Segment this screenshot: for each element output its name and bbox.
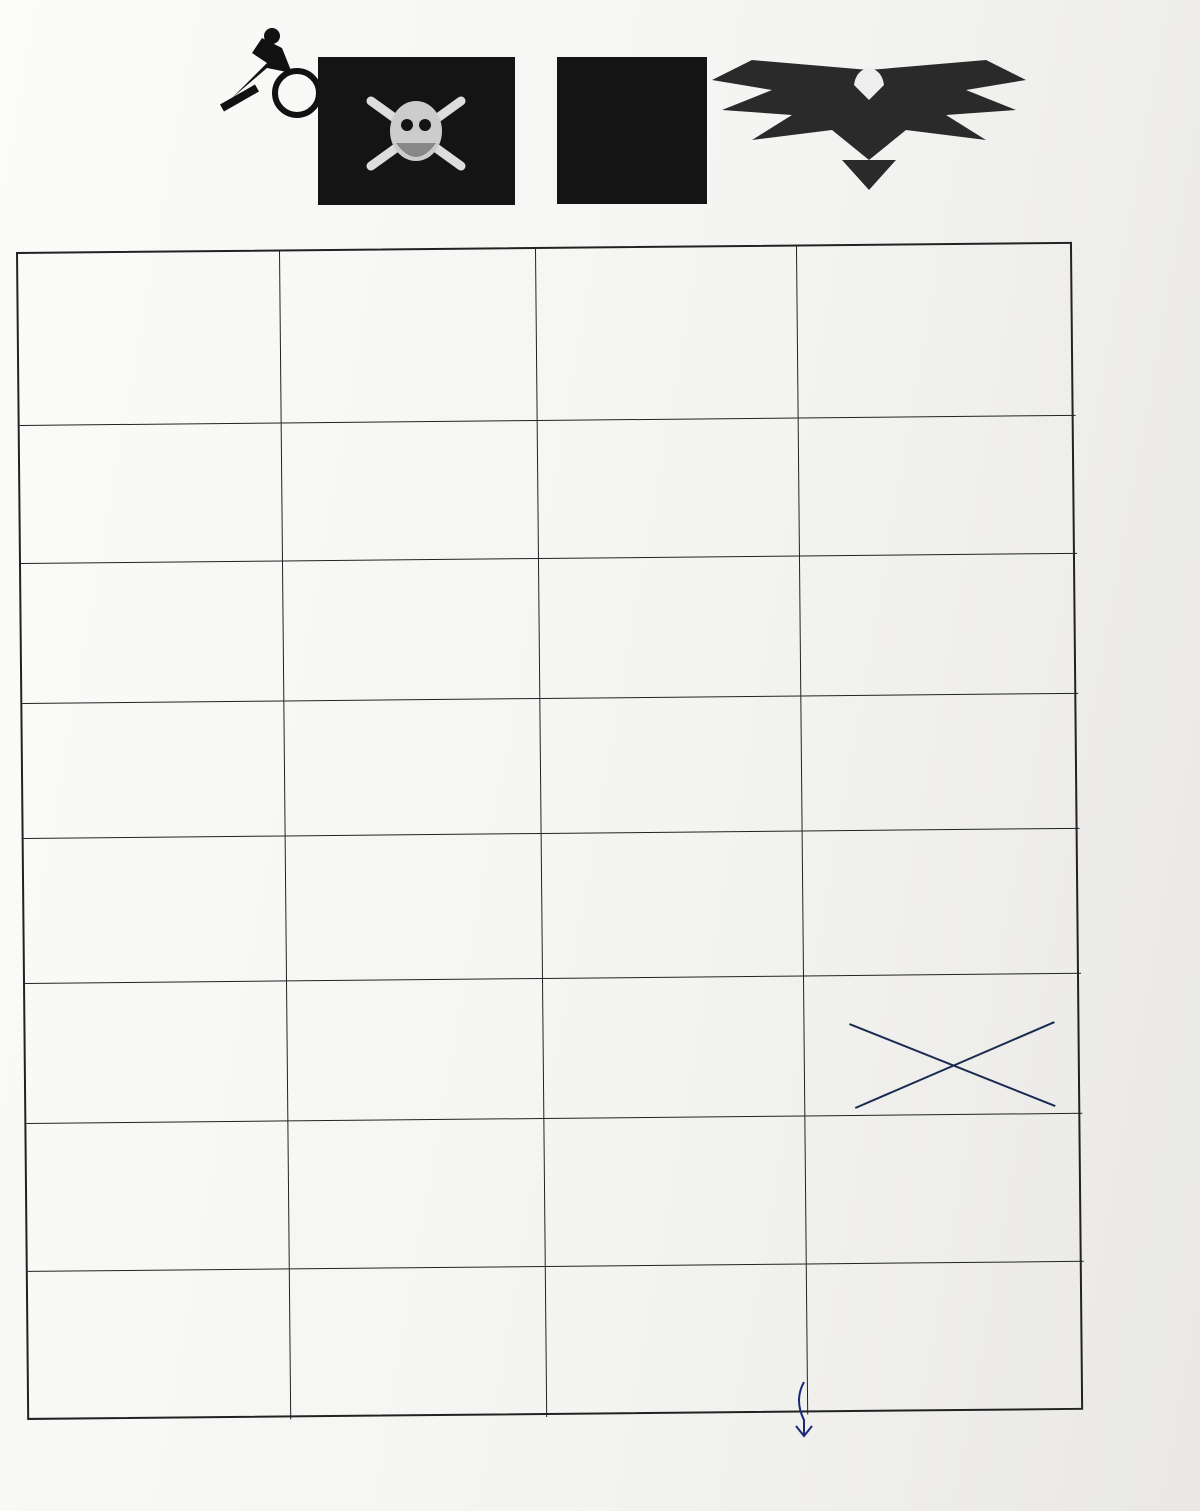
heat-title xyxy=(811,426,1028,428)
heat-cell xyxy=(25,981,288,1124)
heat-grid xyxy=(16,242,1083,1420)
heat-title xyxy=(552,707,753,709)
heat-cell xyxy=(26,1121,289,1272)
heat-cell xyxy=(543,976,805,1118)
heat-title xyxy=(295,569,491,571)
heat-cell xyxy=(22,701,285,839)
heat-title xyxy=(554,842,755,844)
heat-title xyxy=(32,434,234,436)
heat-title xyxy=(298,844,494,846)
heat-cell xyxy=(28,1269,291,1422)
heat-title xyxy=(294,431,490,433)
heat-cell xyxy=(539,556,801,698)
heat-title xyxy=(292,259,488,261)
handwritten-word xyxy=(52,596,110,611)
heat-cell xyxy=(538,418,800,558)
heat-cell xyxy=(799,416,1077,557)
heat-cell xyxy=(800,554,1078,697)
russ-brown-logo xyxy=(712,40,1026,190)
heat-title xyxy=(302,1277,498,1279)
heat-cell xyxy=(546,1264,808,1416)
heat-title xyxy=(809,254,1026,256)
heat-cell xyxy=(542,831,804,978)
heat-title xyxy=(299,989,495,991)
heat-title xyxy=(30,262,232,264)
heat-cell xyxy=(18,251,282,426)
heat-cell xyxy=(805,1114,1083,1265)
heat-title xyxy=(296,709,492,711)
heat-cell xyxy=(801,694,1079,832)
heat-title xyxy=(813,704,1030,706)
heat-cell xyxy=(804,974,1082,1117)
heat-cell xyxy=(797,244,1076,419)
track-prep-note xyxy=(52,596,110,611)
heat-title xyxy=(40,1280,242,1282)
heat-title xyxy=(812,564,1029,566)
heat-cell xyxy=(282,421,539,561)
heat-title xyxy=(34,712,236,714)
heat-cell xyxy=(24,836,287,984)
heat-title xyxy=(38,1132,240,1134)
heat-title xyxy=(550,429,751,431)
heat-title xyxy=(817,1124,1034,1126)
heat-title xyxy=(37,992,239,994)
heat-cell xyxy=(280,249,538,423)
heat-title xyxy=(551,567,752,569)
skull-crossbones-icon xyxy=(366,91,466,176)
heat-cell xyxy=(290,1267,547,1419)
heat-cell xyxy=(540,696,802,833)
heat-cell xyxy=(288,1119,545,1269)
heat-cell xyxy=(286,834,543,981)
heat-cell xyxy=(21,561,284,704)
motorcycle-rider-icon xyxy=(212,28,322,123)
heat-cell xyxy=(20,423,283,564)
handwritten-word xyxy=(52,596,110,611)
heat-cell xyxy=(544,1116,806,1266)
heat-cell xyxy=(283,559,540,701)
crossbones-beards-logo xyxy=(318,57,515,205)
heat-cell xyxy=(287,979,544,1121)
heat-title xyxy=(555,987,756,989)
heat-cell xyxy=(803,829,1081,977)
down-arrow-icon xyxy=(790,1380,820,1440)
cancelled-x-mark xyxy=(844,1014,1065,1116)
heat-cell xyxy=(284,699,541,836)
perris-speedway-logo xyxy=(22,20,312,210)
team-sos-logo xyxy=(557,57,707,204)
heat-title xyxy=(556,1127,757,1129)
heat-title xyxy=(36,847,238,849)
heat-title xyxy=(816,984,1033,986)
eagle-icon xyxy=(712,40,1026,190)
heat-title xyxy=(548,257,749,259)
heat-title xyxy=(300,1129,496,1131)
heat-title xyxy=(815,839,1032,841)
heat-cell xyxy=(536,247,799,421)
heat-title xyxy=(33,572,235,574)
heat-title xyxy=(558,1275,759,1277)
